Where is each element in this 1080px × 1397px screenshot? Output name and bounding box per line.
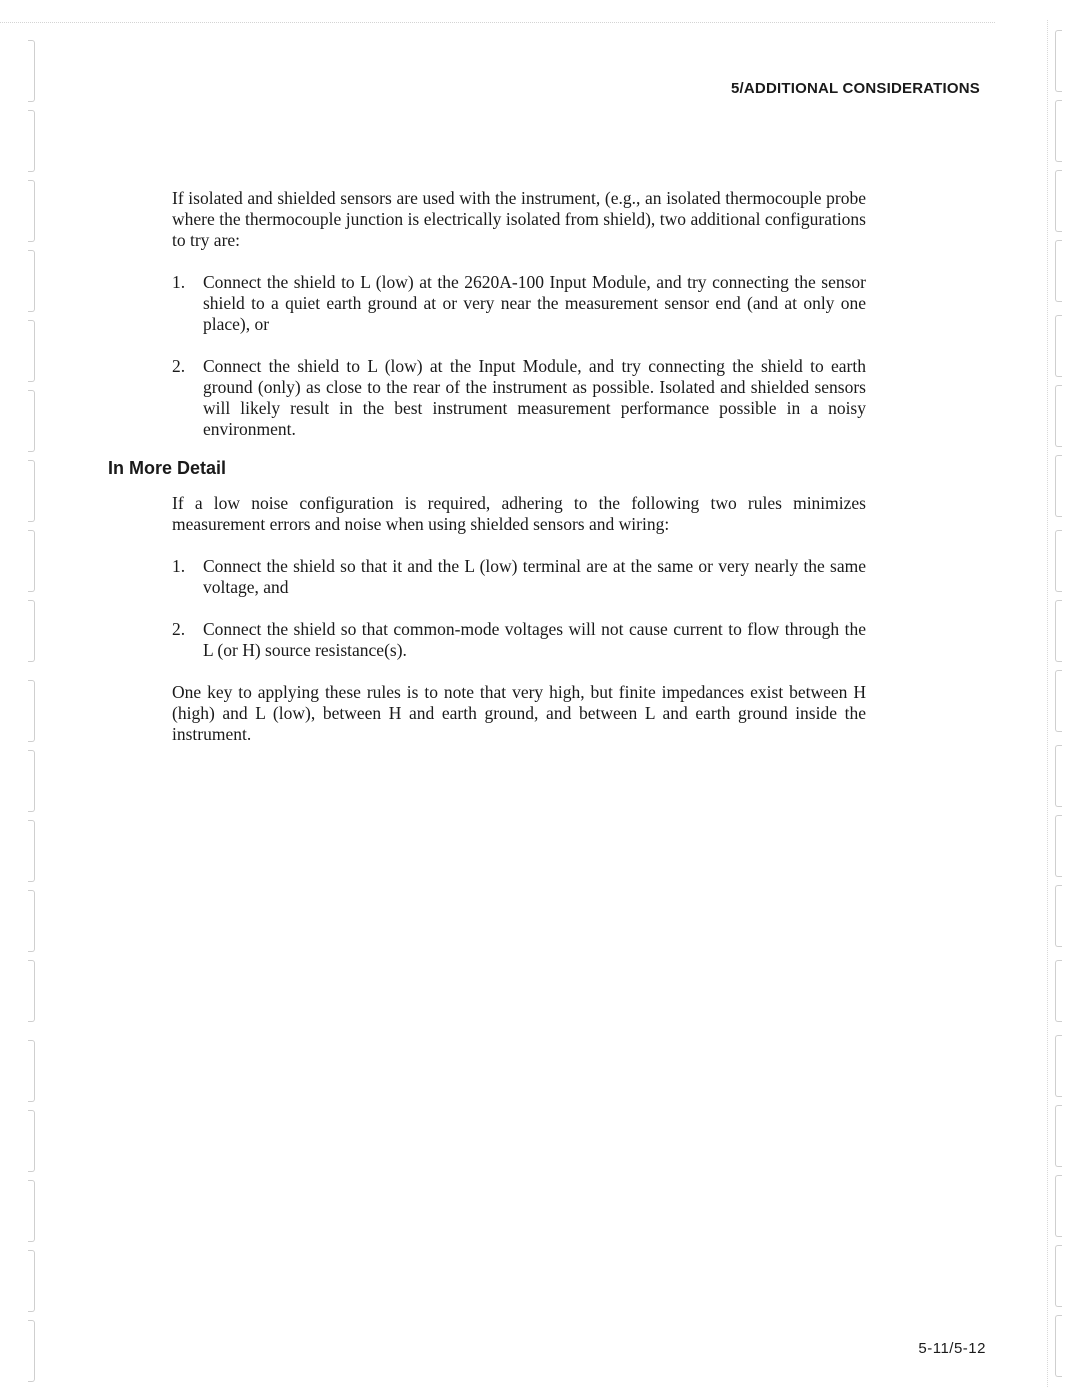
scan-edge-mark xyxy=(1055,745,1062,807)
scan-edge-mark xyxy=(1055,315,1062,377)
scan-edge-mark xyxy=(28,320,35,382)
list-item-text: Connect the shield to L (low) at the 2620A-100 Input Module, and try connecting the sensor shield to a quiet earth ground at or very near the measurement sensor end (and at only one place), or xyxy=(203,272,866,334)
list-item-number: 1. xyxy=(172,556,186,576)
scan-edge-mark xyxy=(1055,30,1062,92)
list-item-number: 2. xyxy=(172,356,186,376)
list-item-text: Connect the shield so that it and the L (low) terminal are at the same or very nearly the same voltage, and xyxy=(203,556,866,597)
scan-edge-mark xyxy=(28,960,35,1022)
scan-edge-mark xyxy=(28,390,35,452)
detail-paragraph: If a low noise configuration is required, adhering to the following two rules minimizes measurement errors and noise when using shielded sensors and wiring: xyxy=(172,493,866,534)
scan-edge-mark xyxy=(1055,385,1062,447)
running-head: 5/ADDITIONAL CONSIDERATIONS xyxy=(730,80,980,97)
scan-edge-mark xyxy=(1055,100,1062,162)
rules-list-continued xyxy=(172,619,866,661)
closing-paragraph: One key to applying these rules is to note that very high, but finite impedances exist between H (high) and L (low), between H and earth ground, and between L and earth ground inside the instrument. xyxy=(172,682,866,744)
scan-edge-mark xyxy=(1055,1035,1062,1097)
scan-edge-mark xyxy=(28,530,35,592)
scan-edge-mark xyxy=(1055,240,1062,302)
scan-edge-mark xyxy=(1055,455,1062,517)
scan-edge-mark xyxy=(1055,670,1062,732)
scan-edge-mark xyxy=(1055,1315,1062,1377)
list-item-text: Connect the shield to L (low) at the Input Module, and try connecting the shield to earth ground (only) as close to the rear of the instrument as possible. Isolated and shielded sensors will likely result in the best instrument measurement performance possible in a noisy environment. xyxy=(203,356,866,439)
scan-edge-mark xyxy=(28,750,35,812)
list-item xyxy=(172,556,866,598)
scan-edge-mark xyxy=(28,460,35,522)
scan-edge-mark xyxy=(1055,1245,1062,1307)
list-item-number: 2. xyxy=(172,619,186,639)
rules-list xyxy=(172,556,866,598)
list-item xyxy=(172,619,866,661)
scan-edge-mark xyxy=(28,1250,35,1312)
scan-edge-mark xyxy=(28,600,35,662)
scan-edge-mark xyxy=(28,680,35,742)
section-heading: In More Detail xyxy=(108,458,227,478)
list-item-text: Connect the shield so that common-mode voltages will not cause current to flow through the L (or H) source resistance(s). xyxy=(203,619,866,660)
scan-edge-mark xyxy=(28,820,35,882)
scan-edge-mark xyxy=(1055,1105,1062,1167)
list-item-number: 1. xyxy=(172,272,186,292)
scan-edge-mark xyxy=(1055,600,1062,662)
page-number: 5-11/5-12 xyxy=(918,1340,986,1357)
scan-edge-mark xyxy=(28,1320,35,1382)
scan-edge-mark xyxy=(1055,815,1062,877)
scan-edge-mark xyxy=(28,250,35,312)
scan-edge-mark xyxy=(1055,1175,1062,1237)
scan-edge-mark xyxy=(1055,530,1062,592)
scan-edge-mark xyxy=(28,180,35,242)
scan-edge-mark xyxy=(1055,170,1062,232)
scan-edge-mark xyxy=(28,110,35,172)
scan-right-rule xyxy=(1047,20,1048,1387)
scan-edge-mark xyxy=(28,40,35,102)
list-item xyxy=(172,356,866,440)
scan-edge-mark xyxy=(28,1180,35,1242)
scan-edge-mark xyxy=(1055,960,1062,1022)
configurations-list-continued xyxy=(172,356,866,440)
configurations-list xyxy=(172,272,866,335)
list-item xyxy=(172,272,866,335)
intro-paragraph: If isolated and shielded sensors are used with the instrument, (e.g., an isolated thermocouple probe where the thermocouple junction is electrically isolated from shield), two additional configurations to try are: xyxy=(172,188,866,250)
scan-edge-mark xyxy=(28,1110,35,1172)
scan-top-rule xyxy=(0,22,995,23)
scan-edge-mark xyxy=(1055,885,1062,947)
scan-edge-mark xyxy=(28,1040,35,1102)
scan-edge-mark xyxy=(28,890,35,952)
